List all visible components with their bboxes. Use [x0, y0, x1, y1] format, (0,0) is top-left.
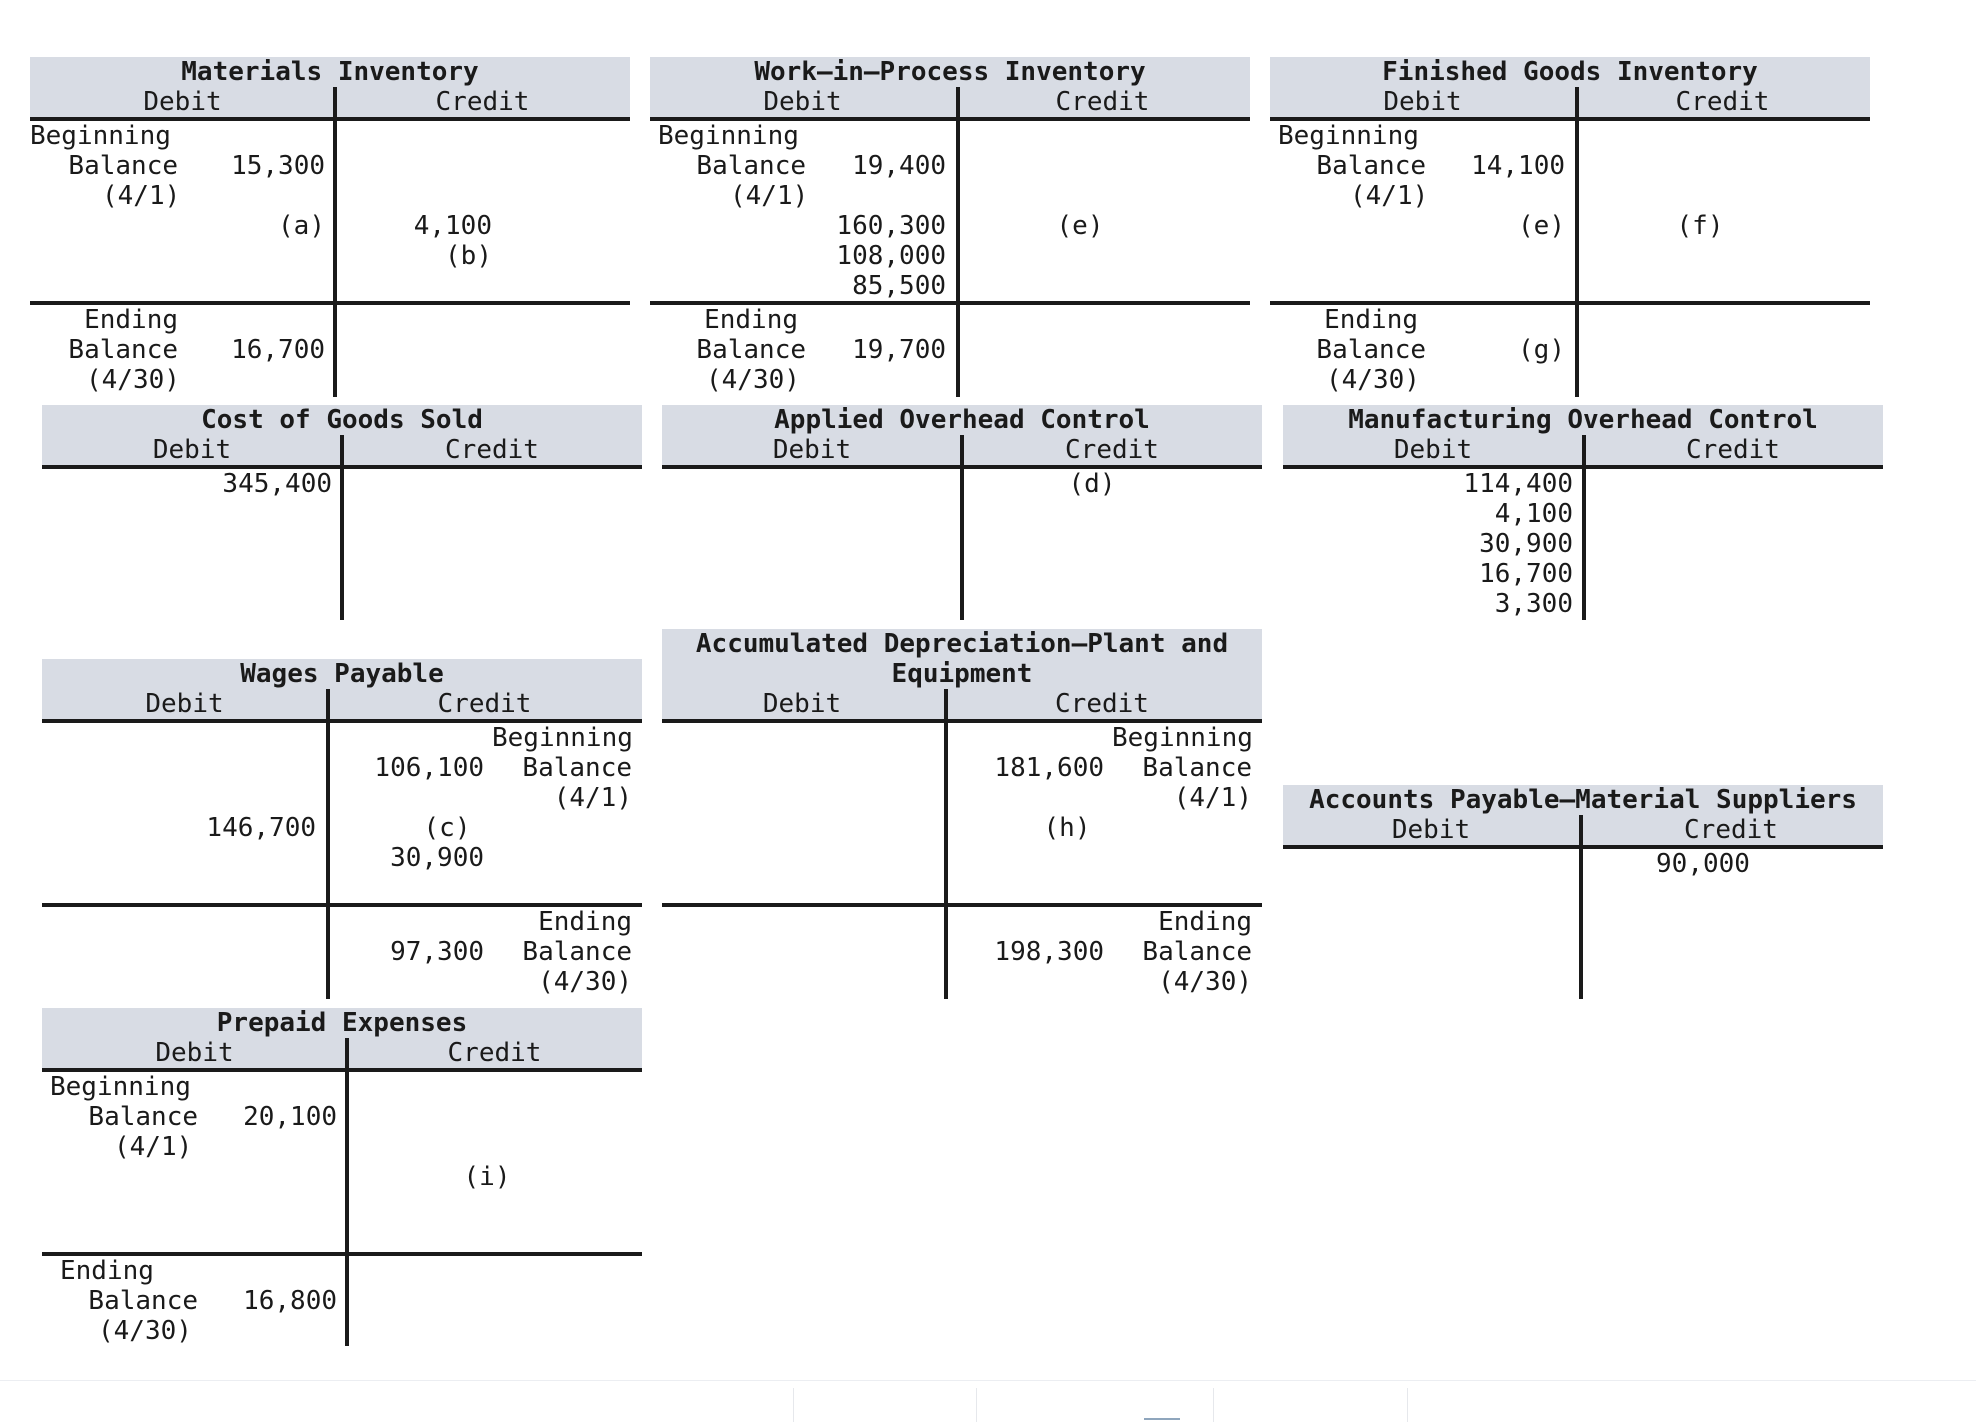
ending-label-3: (4/30) [1158, 967, 1252, 997]
beginning-label-3: (4/1) [102, 181, 181, 211]
debit-label: Debit [772, 435, 852, 465]
t-account-divider [340, 435, 344, 620]
debit-value: 146,700 [206, 813, 316, 843]
t-account-divider [956, 87, 960, 397]
ending-label-3: (4/30) [98, 1316, 192, 1346]
ending-balance-value: 97,300 [390, 937, 484, 967]
ending-label-1: Ending [60, 1256, 154, 1286]
toolbar-divider [976, 1388, 977, 1422]
beginning-balance-value: 15,300 [231, 151, 325, 181]
debit-label: Debit [1383, 87, 1462, 117]
credit-ref-d: (d) [1068, 469, 1116, 499]
credit-label: Credit [1055, 87, 1150, 117]
beginning-balance-value: 14,100 [1471, 151, 1565, 181]
credit-ref-e: (e) [1056, 211, 1104, 241]
t-account-finished-goods-inventory [1270, 57, 1870, 397]
toolbar-divider [1407, 1388, 1408, 1422]
beginning-label-2: Balance [88, 1102, 198, 1132]
beginning-balance-value: 19,400 [852, 151, 946, 181]
credit-label: Credit [1675, 87, 1770, 117]
credit-ref-f: (f) [1676, 211, 1724, 241]
credit-label: Credit [1686, 435, 1780, 465]
beginning-label-2: Balance [68, 151, 178, 181]
t-account-divider [1582, 435, 1586, 620]
t-account-wages-payable [42, 659, 642, 999]
debit-label: Debit [762, 689, 842, 719]
account-title: Finished Goods Inventory [1382, 57, 1758, 87]
credit-label: Credit [445, 435, 539, 465]
t-account-cost-of-goods-sold [42, 405, 642, 620]
beginning-label-3: (4/1) [1173, 783, 1252, 813]
ending-label-3: (4/30) [1326, 365, 1420, 395]
debit-entry-3: 30,900 [1479, 529, 1573, 559]
account-title: Wages Payable [240, 659, 444, 689]
beginning-label-1: Beginning [50, 1072, 191, 1102]
account-title: Manufacturing Overhead Control [1348, 405, 1818, 435]
ending-balance-value: 198,300 [994, 937, 1104, 967]
account-title: Work–in–Process Inventory [754, 57, 1146, 87]
ending-label-2: Balance [88, 1286, 198, 1316]
beginning-label-2: Balance [522, 753, 632, 783]
debit-ref-e: (e) [1518, 211, 1565, 241]
beginning-label-3: (4/1) [553, 783, 632, 813]
ending-label-3: (4/30) [86, 365, 180, 395]
ending-label-2: Balance [68, 335, 178, 365]
beginning-label-3: (4/1) [1350, 181, 1429, 211]
ending-label-1: Ending [1158, 907, 1252, 937]
debit-entry-5: 3,300 [1494, 589, 1573, 619]
credit-label: Credit [1684, 815, 1778, 845]
beginning-label-2: Balance [1316, 151, 1426, 181]
debit-entry-2: 4,100 [1494, 499, 1573, 529]
ending-label-3: (4/30) [538, 967, 632, 997]
account-title: Applied Overhead Control [774, 405, 1150, 435]
credit-value: 30,900 [390, 843, 484, 873]
debit-entry-1: 160,300 [836, 211, 946, 241]
beginning-label-3: (4/1) [114, 1132, 193, 1162]
credit-ref-b: (b) [445, 241, 492, 271]
t-account-wip-inventory [650, 57, 1250, 397]
debit-label: Debit [1391, 815, 1471, 845]
beginning-balance-value: 181,600 [994, 753, 1104, 783]
ending-balance-value: 16,700 [231, 335, 325, 365]
ending-label-2: Balance [696, 335, 806, 365]
beginning-label-3: (4/1) [730, 181, 809, 211]
t-account-divider [960, 435, 964, 620]
beginning-label-1: Beginning [1278, 121, 1419, 151]
debit-label: Debit [1393, 435, 1473, 465]
debit-label: Debit [143, 87, 222, 117]
credit-value: 4,100 [413, 211, 492, 241]
t-account-prepaid-expenses [42, 1008, 642, 1346]
t-account-divider [1575, 87, 1579, 397]
account-title-line-1: Accumulated Depreciation–Plant and [695, 629, 1229, 659]
bottom-toolbar-strip [0, 1380, 1976, 1423]
ending-balance-value: 19,700 [852, 335, 946, 365]
t-account-accounts-payable-material-suppliers [1283, 785, 1883, 999]
toolbar-divider [793, 1388, 794, 1422]
account-title: Prepaid Expenses [216, 1008, 468, 1038]
credit-ref-i: (i) [463, 1162, 511, 1192]
ending-label-1: Ending [1324, 305, 1418, 335]
account-title-line-2: Equipment [891, 659, 1033, 689]
ending-label-1: Ending [84, 305, 178, 335]
debit-label: Debit [763, 87, 842, 117]
debit-entry-1: 114,400 [1463, 469, 1573, 499]
debit-entry-3: 85,500 [852, 271, 946, 301]
debit-value: 345,400 [222, 469, 332, 499]
ending-label-2: Balance [522, 937, 632, 967]
credit-ref-c: (c) [423, 813, 471, 843]
credit-label: Credit [437, 689, 532, 719]
t-account-accumulated-depreciation [662, 629, 1262, 999]
credit-label: Credit [447, 1038, 542, 1068]
t-account-divider [1579, 815, 1583, 999]
ending-label-1: Ending [538, 907, 632, 937]
credit-ref-h: (h) [1043, 813, 1091, 843]
debit-ref-a: (a) [278, 211, 325, 241]
account-title: Accounts Payable–Material Suppliers [1309, 785, 1857, 815]
beginning-balance-value: 20,100 [243, 1102, 337, 1132]
ending-label-1: Ending [704, 305, 798, 335]
t-account-divider [944, 689, 948, 999]
beginning-balance-value: 106,100 [374, 753, 484, 783]
debit-entry-4: 16,700 [1479, 559, 1573, 589]
beginning-label-1: Beginning [30, 121, 171, 151]
beginning-label-2: Balance [696, 151, 806, 181]
toolbar-divider [1213, 1388, 1214, 1422]
credit-label: Credit [435, 87, 530, 117]
t-account-manufacturing-overhead-control [1283, 405, 1883, 620]
account-title: Cost of Goods Sold [201, 405, 483, 435]
credit-label: Credit [1055, 689, 1149, 719]
account-title: Materials Inventory [181, 57, 479, 87]
t-account-divider [345, 1038, 349, 1346]
beginning-label-1: Beginning [1112, 723, 1253, 753]
credit-value: 90,000 [1656, 849, 1750, 879]
ending-balance-value: 16,800 [243, 1286, 337, 1316]
t-account-divider [326, 689, 330, 999]
toolbar-indicator [1144, 1418, 1180, 1420]
debit-entry-2: 108,000 [836, 241, 946, 271]
t-account-divider [333, 87, 337, 397]
debit-label: Debit [152, 435, 232, 465]
ending-balance-value: (g) [1518, 335, 1565, 365]
ending-label-2: Balance [1142, 937, 1252, 967]
t-account-applied-overhead-control [662, 405, 1262, 620]
beginning-label-1: Beginning [658, 121, 799, 151]
ending-label-3: (4/30) [706, 365, 800, 395]
t-account-materials-inventory [30, 57, 630, 397]
beginning-label-2: Balance [1142, 753, 1252, 783]
debit-label: Debit [145, 689, 224, 719]
debit-label: Debit [155, 1038, 234, 1068]
beginning-label-1: Beginning [492, 723, 633, 753]
credit-label: Credit [1065, 435, 1159, 465]
ending-label-2: Balance [1316, 335, 1426, 365]
